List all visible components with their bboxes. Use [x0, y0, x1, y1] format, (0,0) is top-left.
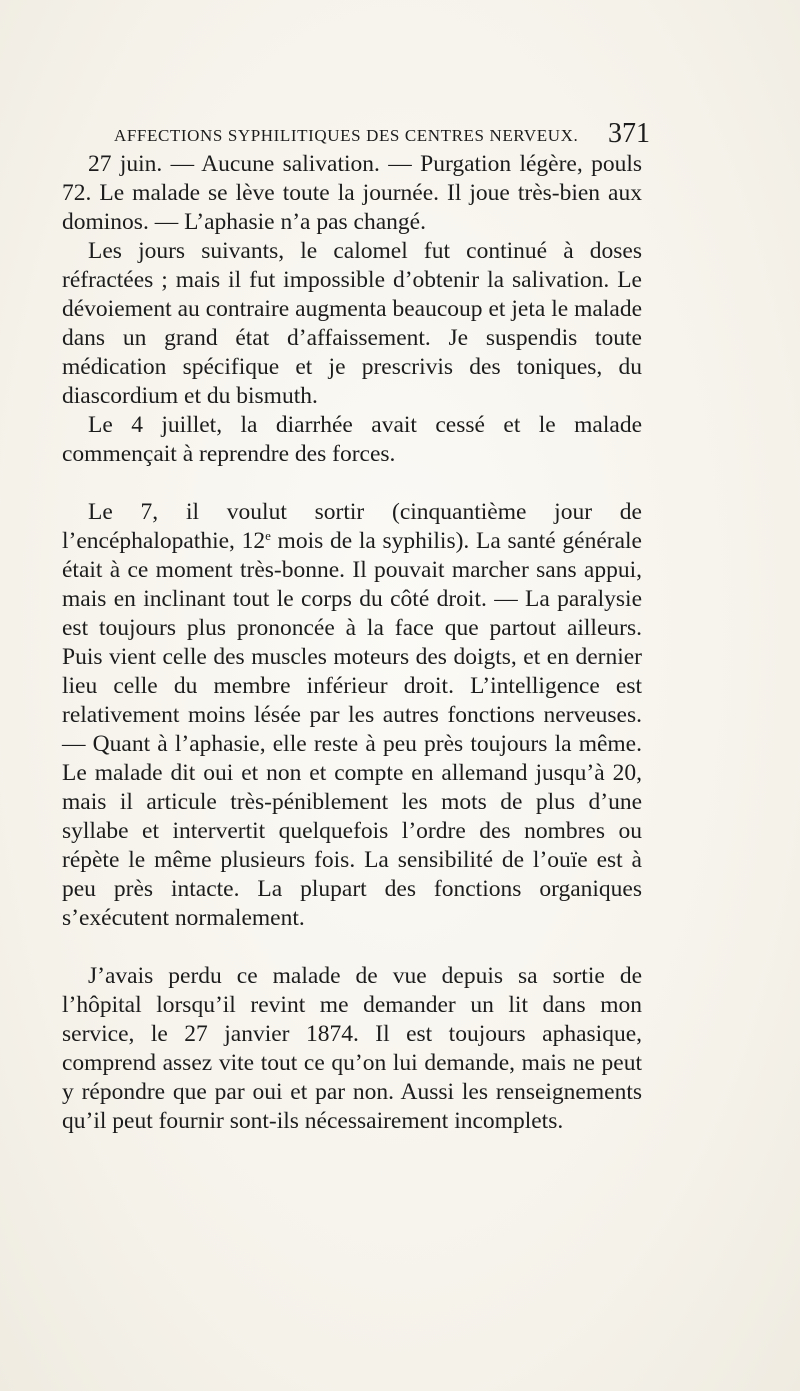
- paragraph-july-7-start: Le 7, il voulut sortir (cinquantième jour de l’encéphalopathie, 12: [62, 499, 642, 554]
- paragraph-january-1874: J’avais perdu ce malade de vue depuis sa sortie de l’hôpital lorsqu’il revint me demander un lit dans mon service, le 27 janvier 1874. Il est toujours aphasique, comprend assez vite tout ce qu’on lui demande, mais ne peut y répondre que par oui et par non. Aussi les renseignements qu’il peut fournir sont-ils nécessairement incomplets.: [62, 963, 642, 1134]
- page-number: 371: [608, 118, 650, 149]
- paragraph-july-7-rest: mois de la syphilis). La santé générale était à ce moment très-bonne. Il pouvait marcher sans appui, mais en inclinant tout le corps du côté droit. — La paralysie est toujours plus prononcée à la face que partout ailleurs. Puis vient celle des muscles moteurs des doigts, et en dernier lieu celle du membre inférieur droit. L’intelligence est relativement moins lésée par les autres fonctions nerveuses.— Quant à l’aphasie, elle reste à peu près toujours la même. Le malade dit oui et non et compte en allemand jusqu’à 20, mais il articule très-péniblement les mots de plus d’une syllabe et intervertit quelquefois l’ordre des nombres ou répète le même plusieurs fois. La sensibilité de l’ouïe est à peu près intacte. La plupart des fonctions organiques s’exécutent normalement.: [62, 528, 642, 931]
- paragraph-july-7: [62, 498, 642, 933]
- ordinal-superscript: e: [265, 528, 271, 543]
- paragraph-july-4: Le 4 juillet, la diarrhée avait cessé et le malade commençait à reprendre des forces.: [62, 412, 642, 467]
- page-header: [114, 118, 650, 150]
- paragraph-calomel: Les jours suivants, le calomel fut continué à doses réfractées ; mais il fut impossible d’obtenir la salivation. Le dévoiement au contraire augmenta beaucoup et jeta le malade dans un grand état d’affaissement. Je suspendis toute médication spécifique et je prescrivis des toniques, du diascordium et du bismuth.: [62, 238, 642, 409]
- body-text: [62, 150, 642, 1136]
- running-head: AFFECTIONS SYPHILITIQUES DES CENTRES NERVEUX.: [114, 126, 579, 145]
- paragraph-june-27: 27 juin. — Aucune salivation. — Purgation légère, pouls 72. Le malade se lève toute la journée. Il joue très-bien aux dominos. — L’aphasie n’a pas changé.: [62, 151, 642, 235]
